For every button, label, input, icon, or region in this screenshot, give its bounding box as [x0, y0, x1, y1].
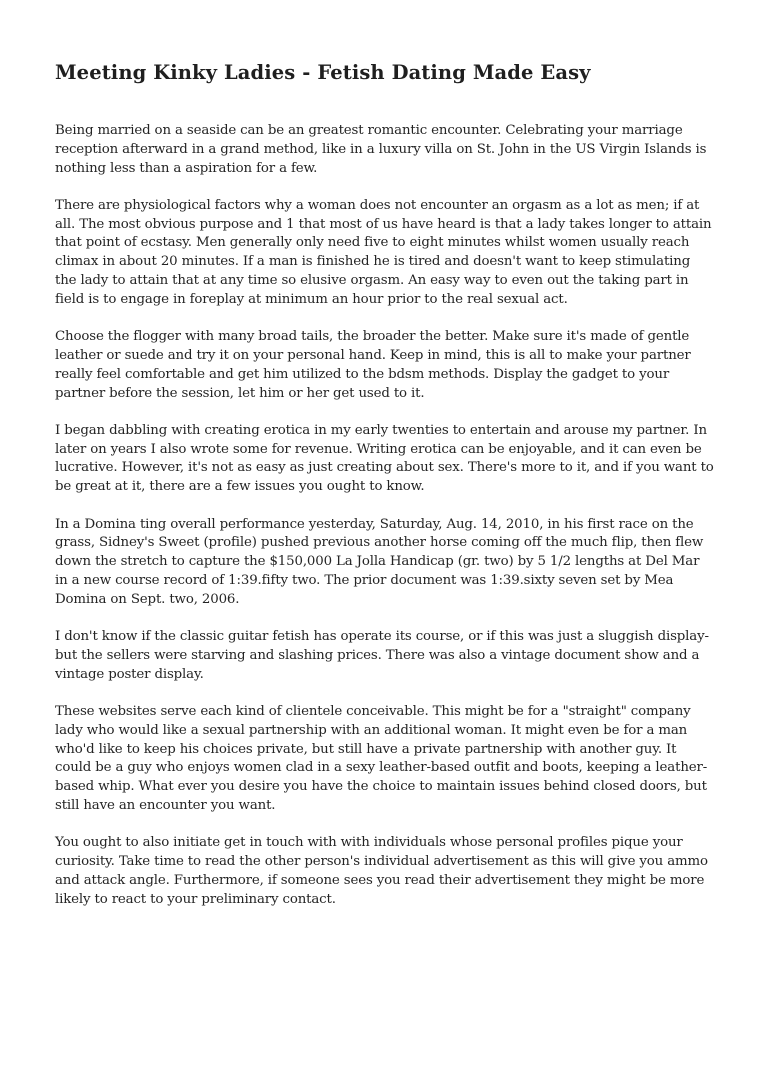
- paragraph-1: Being married on a seaside can be an greatest romantic encounter. Celebrating your marriage reception afterward in a grand method, like in a luxury villa on St. John in the US Virgin Islands is nothing less than a aspiration for a few.: [55, 123, 707, 176]
- page-title: Meeting Kinky Ladies - Fetish Dating Made Easy: [55, 61, 591, 84]
- paragraph-3: Choose the flogger with many broad tails, the broader the better. Make sure it's made of gentle leather or suede and try it on your personal hand. Keep in mind, this is all to make your partner really feel comfortable and get him utilized to the bdsm methods. Display the gadget to your partner before the session, let him or her get used to it.: [55, 329, 691, 401]
- paragraph-7: These websites serve each kind of clientele conceivable. This might be for a "straight" company lady who would like a sexual partnership with an additional woman. It might even be for a man who'd like to keep his choices private, but still have a private partnership with another guy. It could be a guy who enjoys women clad in a sexy leather-based outfit and boots, keeping a leather-based whip. What ever you desire you have the choice to maintain issues behind closed doors, but still have an encounter you want.: [55, 703, 708, 813]
- paragraph-5: In a Domina ting overall performance yesterday, Saturday, Aug. 14, 2010, in his first race on the grass, Sidney's Sweet (profile) pushed previous another horse coming off the much flip, then flew down the stretch to capture the $150,000 La Jolla Handicap (gr. two) by 5 1/2 lengths at Del Mar in a new course record of 1:39.fifty two. The prior document was 1:39.sixty seven set by Mea Domina on Sept. two, 2006.: [55, 516, 704, 607]
- paragraph-8: You ought to also initiate get in touch with with individuals whose personal profiles pique your curiosity. Take time to read the other person's individual advertisement as this will give you ammo and attack angle. Furthermore, if someone sees you read their advertisement they might be more likely to react to your preliminary contact.: [55, 835, 708, 907]
- paragraph-2: There are physiological factors why a woman does not encounter an orgasm as a lot as men; if at all. The most obvious purpose and 1 that most of us have heard is that a lady takes longer to attain that point of ecstasy. Men generally only need five to eight minutes whilst women usually reach climax in about 20 minutes. If a man is finished he is tired and doesn't want to keep stimulating the lady to attain that at any time so elusive orgasm. An easy way to even out the taking part in field is to engage in foreplay at minimum an hour prior to the real sexual act.: [55, 197, 712, 307]
- paragraph-6: I don't know if the classic guitar fetish has operate its course, or if this was just a sluggish display- but the sellers were starving and slashing prices. There was also a vintage document show and a vintage poster display.: [55, 629, 709, 682]
- paragraph-4: I began dabbling with creating erotica in my early twenties to entertain and arouse my partner. In later on years I also wrote some for revenue. Writing erotica can be enjoyable, and it can even be lucrative. However, it's not as easy as just creating about sex. There's more to it, and if you want to be great at it, there are a few issues you ought to know.: [55, 422, 714, 495]
